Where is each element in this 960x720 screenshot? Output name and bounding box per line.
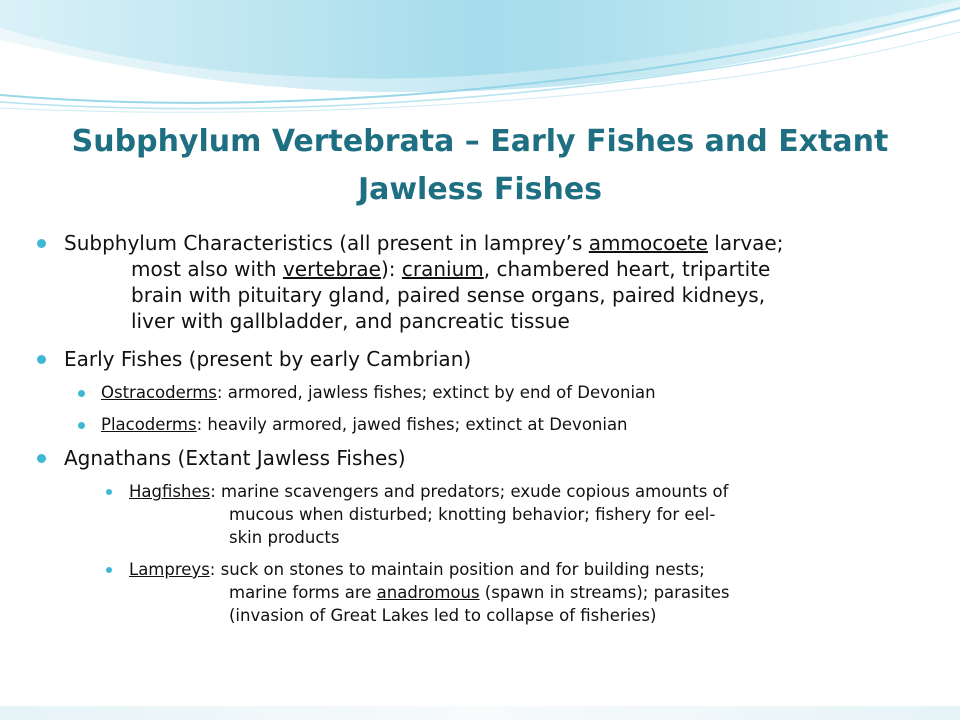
text-run: most also with — [131, 257, 283, 281]
bullet-line — [129, 558, 934, 581]
text-run: : marine scavengers and predators; exude copious amounts of — [210, 482, 729, 501]
spacer — [34, 404, 934, 413]
bullet-line — [64, 282, 934, 308]
text-run: (invasion of Great Lakes led to collapse of fisheries) — [229, 606, 657, 625]
text-run: : heavily armored, jawed fishes; extinct at Devonian — [196, 415, 628, 434]
text-run: skin products — [229, 528, 340, 547]
bullet-line — [129, 503, 934, 526]
underlined-term: vertebrae — [282, 257, 381, 281]
bullet-line — [64, 256, 934, 282]
bullet-item-1 — [34, 346, 934, 372]
text-run: : armored, jawless fishes; extinct by end of Devonian — [216, 383, 656, 402]
text-run: , chambered heart, tripartite — [483, 257, 771, 281]
text-run: larvae; — [707, 231, 784, 255]
bullet-item-2 — [34, 381, 934, 404]
underlined-term: anadromous — [376, 583, 480, 602]
bullet-icon — [106, 489, 112, 495]
bullet-line — [101, 413, 934, 436]
text-run: marine forms are — [229, 583, 377, 602]
underlined-term: cranium — [401, 257, 484, 281]
bullet-line — [64, 230, 934, 256]
bullet-icon — [78, 422, 85, 429]
text-run: ): — [380, 257, 402, 281]
text-run: Subphylum Characteristics (all present in lamprey’s — [64, 231, 589, 255]
underlined-term: ammocoete — [588, 231, 708, 255]
underlined-term: Placoderms — [101, 415, 197, 434]
footer-band-decoration — [0, 706, 960, 720]
bullet-line — [64, 308, 934, 334]
bullet-icon — [37, 355, 46, 364]
bullet-line — [64, 445, 934, 471]
underlined-term: Lampreys — [129, 560, 210, 579]
spacer — [34, 334, 934, 346]
bullet-icon — [78, 390, 85, 397]
bullet-line — [101, 381, 934, 404]
underlined-term: Ostracoderms — [101, 383, 217, 402]
spacer — [34, 549, 934, 558]
spacer — [34, 372, 934, 381]
text-run: Agnathans (Extant Jawless Fishes) — [64, 446, 406, 470]
text-run: mucous when disturbed; knotting behavior; fishery for eel- — [229, 505, 716, 524]
bullet-line — [129, 581, 934, 604]
bullet-icon — [37, 239, 46, 248]
bullet-line — [129, 604, 934, 627]
slide-title: Subphylum Vertebrata – Early Fishes and Extant Jawless Fishes — [71, 124, 889, 207]
bullet-line — [64, 346, 934, 372]
text-run: brain with pituitary gland, paired sense organs, paired kidneys, — [131, 283, 766, 307]
text-run: liver with gallbladder, and pancreatic tissue — [131, 309, 570, 333]
bullet-item-4 — [34, 445, 934, 471]
bullet-item-0 — [34, 230, 934, 334]
text-run: Early Fishes (present by early Cambrian) — [64, 347, 472, 371]
bullet-icon — [106, 567, 112, 573]
bullet-item-3 — [34, 413, 934, 436]
text-run: : suck on stones to maintain position and for building nests; — [209, 560, 705, 579]
spacer — [34, 436, 934, 445]
bullet-icon — [37, 454, 46, 463]
underlined-term: Hagfishes — [129, 482, 211, 501]
text-run: (spawn in streams); parasites — [479, 583, 730, 602]
bullet-item-5 — [34, 480, 934, 549]
spacer — [34, 471, 934, 480]
bullet-line — [129, 526, 934, 549]
header-wave-decoration — [0, 0, 960, 120]
bullet-item-6 — [34, 558, 934, 627]
bullet-line — [129, 480, 934, 503]
slide-body — [34, 230, 934, 627]
